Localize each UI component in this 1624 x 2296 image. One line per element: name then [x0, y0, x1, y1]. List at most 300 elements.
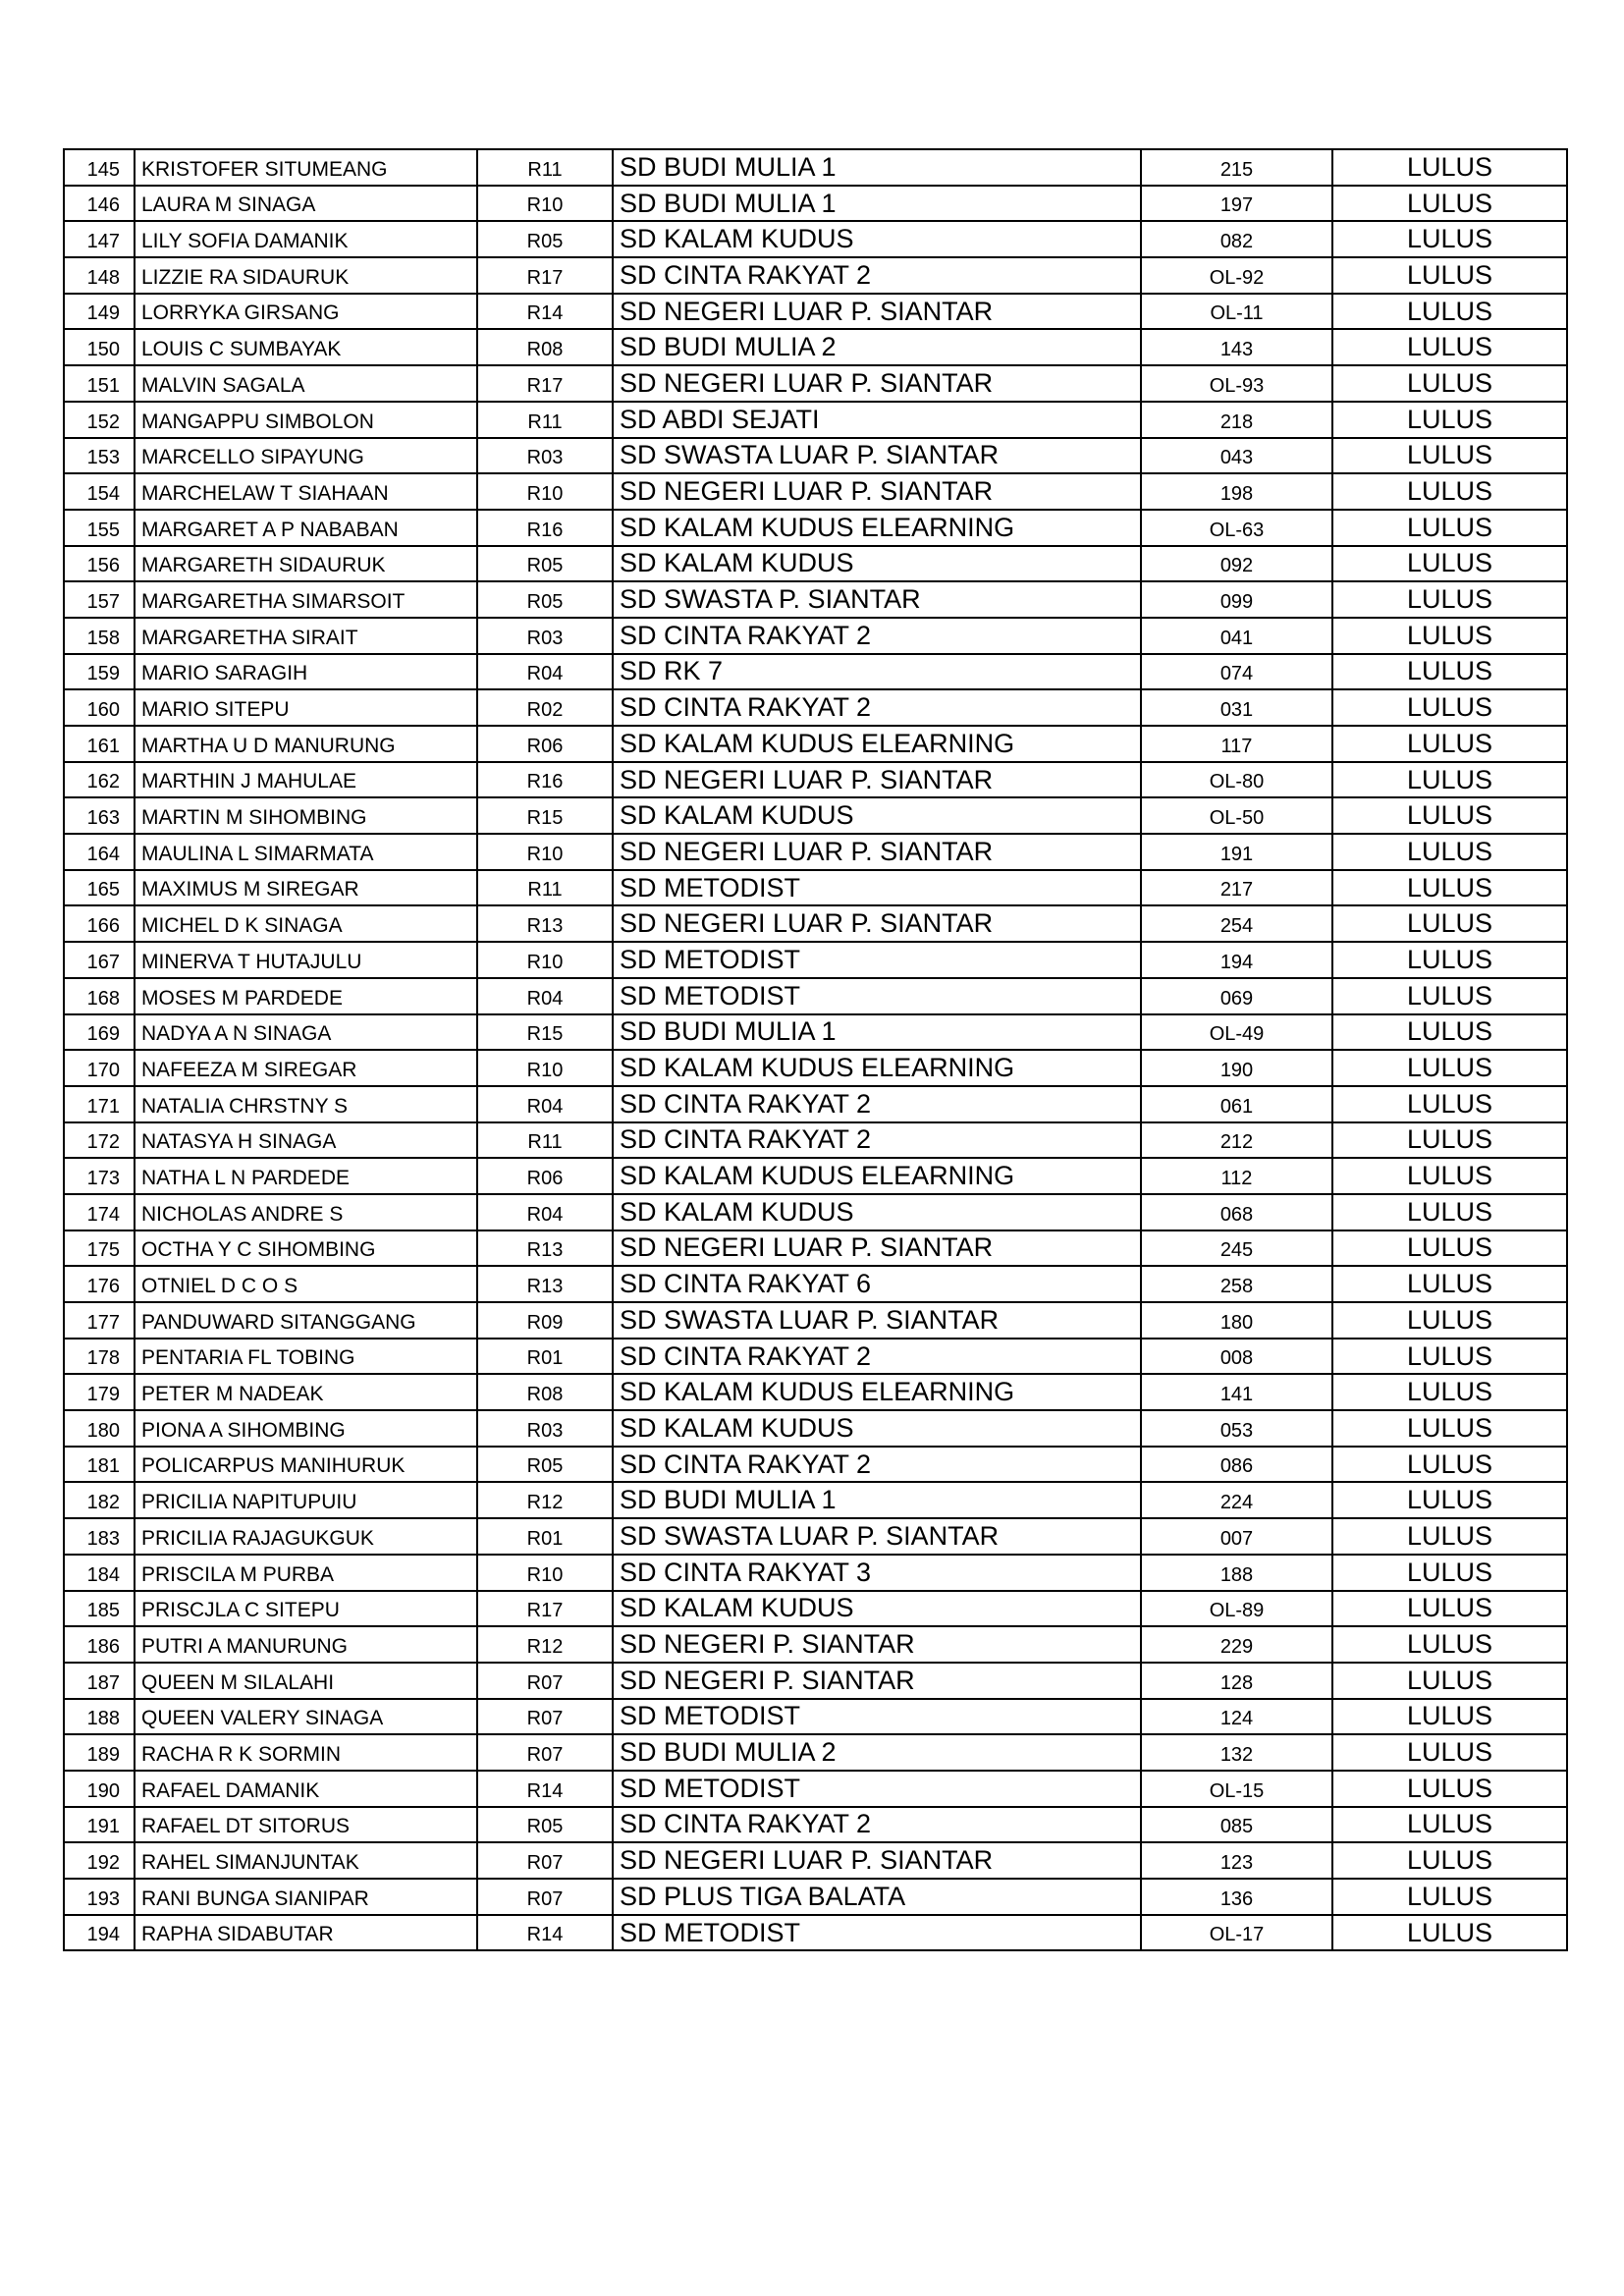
table-row	[64, 1374, 1567, 1410]
student-name-cell: PENTARIA FL TOBING	[135, 1339, 477, 1375]
student-name-cell: MARTIN M SIHOMBING	[135, 797, 477, 834]
table-row	[64, 186, 1567, 222]
school-cell: SD SWASTA P. SIANTAR	[613, 581, 1141, 618]
exam-code-cell: 117	[1141, 726, 1332, 762]
table-row	[64, 1447, 1567, 1483]
table-row	[64, 1626, 1567, 1663]
status-cell: LULUS	[1332, 1915, 1567, 1951]
room-cell: R10	[477, 186, 613, 222]
school-cell: SD BUDI MULIA 1	[613, 149, 1141, 186]
status-cell: LULUS	[1332, 473, 1567, 510]
student-name-cell: MARCHELAW T SIAHAAN	[135, 473, 477, 510]
exam-code-cell: 099	[1141, 581, 1332, 618]
school-cell: SD SWASTA LUAR P. SIANTAR	[613, 1518, 1141, 1555]
exam-code-cell: 218	[1141, 402, 1332, 438]
room-cell: R10	[477, 473, 613, 510]
school-cell: SD KALAM KUDUS	[613, 1194, 1141, 1230]
status-cell: LULUS	[1332, 942, 1567, 978]
school-cell: SD METODIST	[613, 1699, 1141, 1735]
table-row	[64, 1050, 1567, 1086]
row-number-cell: 183	[64, 1518, 135, 1555]
school-cell: SD CINTA RAKYAT 2	[613, 618, 1141, 654]
room-cell: R05	[477, 546, 613, 582]
status-cell: LULUS	[1332, 294, 1567, 330]
school-cell: SD NEGERI P. SIANTAR	[613, 1663, 1141, 1699]
school-cell: SD METODIST	[613, 1915, 1141, 1951]
table-row	[64, 221, 1567, 257]
room-cell: R04	[477, 978, 613, 1014]
row-number-cell: 158	[64, 618, 135, 654]
school-cell: SD NEGERI LUAR P. SIANTAR	[613, 294, 1141, 330]
status-cell: LULUS	[1332, 402, 1567, 438]
room-cell: R03	[477, 618, 613, 654]
student-name-cell: NATASYA H SINAGA	[135, 1122, 477, 1159]
student-name-cell: NICHOLAS ANDRE S	[135, 1194, 477, 1230]
exam-code-cell: 132	[1141, 1734, 1332, 1771]
room-cell: R07	[477, 1734, 613, 1771]
status-cell: LULUS	[1332, 1807, 1567, 1843]
room-cell: R01	[477, 1339, 613, 1375]
status-cell: LULUS	[1332, 1158, 1567, 1194]
table-row	[64, 942, 1567, 978]
status-cell: LULUS	[1332, 1339, 1567, 1375]
school-cell: SD NEGERI LUAR P. SIANTAR	[613, 834, 1141, 870]
exam-code-cell: 191	[1141, 834, 1332, 870]
status-cell: LULUS	[1332, 1086, 1567, 1122]
room-cell: R10	[477, 1555, 613, 1591]
table-row	[64, 1410, 1567, 1447]
status-cell: LULUS	[1332, 1734, 1567, 1771]
student-name-cell: RANI BUNGA SIANIPAR	[135, 1879, 477, 1915]
room-cell: R04	[477, 1194, 613, 1230]
table-row	[64, 473, 1567, 510]
row-number-cell: 179	[64, 1374, 135, 1410]
status-cell: LULUS	[1332, 1842, 1567, 1879]
status-cell: LULUS	[1332, 1447, 1567, 1483]
table-row	[64, 1591, 1567, 1627]
status-cell: LULUS	[1332, 762, 1567, 798]
room-cell: R14	[477, 294, 613, 330]
student-name-cell: MAXIMUS M SIREGAR	[135, 870, 477, 906]
student-name-cell: PRISCILA M PURBA	[135, 1555, 477, 1591]
room-cell: R01	[477, 1518, 613, 1555]
row-number-cell: 194	[64, 1915, 135, 1951]
status-cell: LULUS	[1332, 149, 1567, 186]
exam-code-cell: 141	[1141, 1374, 1332, 1410]
table-row	[64, 1302, 1567, 1339]
row-number-cell: 176	[64, 1266, 135, 1302]
row-number-cell: 152	[64, 402, 135, 438]
school-cell: SD CINTA RAKYAT 2	[613, 1339, 1141, 1375]
status-cell: LULUS	[1332, 1302, 1567, 1339]
room-cell: R06	[477, 1158, 613, 1194]
table-row	[64, 1122, 1567, 1159]
row-number-cell: 156	[64, 546, 135, 582]
table-row	[64, 402, 1567, 438]
school-cell: SD BUDI MULIA 1	[613, 1482, 1141, 1518]
row-number-cell: 171	[64, 1086, 135, 1122]
room-cell: R17	[477, 365, 613, 402]
exam-code-cell: 061	[1141, 1086, 1332, 1122]
row-number-cell: 155	[64, 510, 135, 546]
table-row	[64, 1194, 1567, 1230]
table-row	[64, 654, 1567, 690]
room-cell: R13	[477, 1266, 613, 1302]
school-cell: SD NEGERI LUAR P. SIANTAR	[613, 762, 1141, 798]
school-cell: SD BUDI MULIA 2	[613, 1734, 1141, 1771]
school-cell: SD BUDI MULIA 2	[613, 329, 1141, 365]
status-cell: LULUS	[1332, 546, 1567, 582]
room-cell: R07	[477, 1699, 613, 1735]
student-name-cell: OCTHA Y C SIHOMBING	[135, 1230, 477, 1267]
exam-code-cell: 212	[1141, 1122, 1332, 1159]
table-row	[64, 797, 1567, 834]
exam-code-cell: 123	[1141, 1842, 1332, 1879]
student-name-cell: LORRYKA GIRSANG	[135, 294, 477, 330]
school-cell: SD RK 7	[613, 654, 1141, 690]
school-cell: SD PLUS TIGA BALATA	[613, 1879, 1141, 1915]
table-row	[64, 978, 1567, 1014]
room-cell: R12	[477, 1626, 613, 1663]
status-cell: LULUS	[1332, 726, 1567, 762]
school-cell: SD KALAM KUDUS	[613, 546, 1141, 582]
room-cell: R13	[477, 1230, 613, 1267]
student-name-cell: QUEEN VALERY SINAGA	[135, 1699, 477, 1735]
status-cell: LULUS	[1332, 1555, 1567, 1591]
exam-code-cell: 112	[1141, 1158, 1332, 1194]
table-row	[64, 1339, 1567, 1375]
student-name-cell: MANGAPPU SIMBOLON	[135, 402, 477, 438]
row-number-cell: 193	[64, 1879, 135, 1915]
room-cell: R03	[477, 438, 613, 474]
room-cell: R16	[477, 510, 613, 546]
room-cell: R07	[477, 1663, 613, 1699]
table-row	[64, 726, 1567, 762]
student-name-cell: MINERVA T HUTAJULU	[135, 942, 477, 978]
student-name-cell: MALVIN SAGALA	[135, 365, 477, 402]
table-row	[64, 1518, 1567, 1555]
status-cell: LULUS	[1332, 654, 1567, 690]
row-number-cell: 164	[64, 834, 135, 870]
room-cell: R07	[477, 1842, 613, 1879]
room-cell: R05	[477, 221, 613, 257]
exam-code-cell: 229	[1141, 1626, 1332, 1663]
status-cell: LULUS	[1332, 1591, 1567, 1627]
student-name-cell: MARCELLO SIPAYUNG	[135, 438, 477, 474]
exam-code-cell: OL-89	[1141, 1591, 1332, 1627]
status-cell: LULUS	[1332, 1482, 1567, 1518]
row-number-cell: 151	[64, 365, 135, 402]
school-cell: SD KALAM KUDUS ELEARNING	[613, 1050, 1141, 1086]
exam-code-cell: 043	[1141, 438, 1332, 474]
row-number-cell: 163	[64, 797, 135, 834]
row-number-cell: 191	[64, 1807, 135, 1843]
status-cell: LULUS	[1332, 870, 1567, 906]
school-cell: SD KALAM KUDUS	[613, 1591, 1141, 1627]
table-row	[64, 294, 1567, 330]
status-cell: LULUS	[1332, 438, 1567, 474]
room-cell: R11	[477, 1122, 613, 1159]
student-name-cell: PUTRI A MANURUNG	[135, 1626, 477, 1663]
row-number-cell: 161	[64, 726, 135, 762]
status-cell: LULUS	[1332, 905, 1567, 942]
student-name-cell: MOSES M PARDEDE	[135, 978, 477, 1014]
student-name-cell: RAFAEL DAMANIK	[135, 1771, 477, 1807]
room-cell: R10	[477, 834, 613, 870]
exam-code-cell: OL-80	[1141, 762, 1332, 798]
room-cell: R06	[477, 726, 613, 762]
table-row	[64, 1879, 1567, 1915]
student-name-cell: MARTHIN J MAHULAE	[135, 762, 477, 798]
school-cell: SD NEGERI LUAR P. SIANTAR	[613, 1230, 1141, 1267]
table-row	[64, 329, 1567, 365]
row-number-cell: 181	[64, 1447, 135, 1483]
room-cell: R10	[477, 942, 613, 978]
table-row	[64, 1266, 1567, 1302]
table-row	[64, 870, 1567, 906]
room-cell: R17	[477, 257, 613, 294]
room-cell: R07	[477, 1879, 613, 1915]
results-table	[63, 148, 1568, 1951]
row-number-cell: 169	[64, 1014, 135, 1051]
school-cell: SD BUDI MULIA 1	[613, 186, 1141, 222]
table-row	[64, 546, 1567, 582]
student-name-cell: LAURA M SINAGA	[135, 186, 477, 222]
student-name-cell: NAFEEZA M SIREGAR	[135, 1050, 477, 1086]
status-cell: LULUS	[1332, 329, 1567, 365]
room-cell: R05	[477, 1807, 613, 1843]
room-cell: R15	[477, 797, 613, 834]
status-cell: LULUS	[1332, 221, 1567, 257]
row-number-cell: 166	[64, 905, 135, 942]
school-cell: SD KALAM KUDUS ELEARNING	[613, 1158, 1141, 1194]
table-row	[64, 689, 1567, 726]
table-row	[64, 762, 1567, 798]
student-name-cell: LIZZIE RA SIDAURUK	[135, 257, 477, 294]
exam-code-cell: 085	[1141, 1807, 1332, 1843]
room-cell: R02	[477, 689, 613, 726]
table-row	[64, 581, 1567, 618]
exam-code-cell: 124	[1141, 1699, 1332, 1735]
table-row	[64, 1158, 1567, 1194]
exam-code-cell: 086	[1141, 1447, 1332, 1483]
room-cell: R14	[477, 1915, 613, 1951]
row-number-cell: 159	[64, 654, 135, 690]
row-number-cell: 168	[64, 978, 135, 1014]
status-cell: LULUS	[1332, 186, 1567, 222]
student-name-cell: MARTHA U D MANURUNG	[135, 726, 477, 762]
exam-code-cell: 188	[1141, 1555, 1332, 1591]
status-cell: LULUS	[1332, 689, 1567, 726]
exam-code-cell: 143	[1141, 329, 1332, 365]
school-cell: SD KALAM KUDUS ELEARNING	[613, 510, 1141, 546]
school-cell: SD CINTA RAKYAT 2	[613, 257, 1141, 294]
status-cell: LULUS	[1332, 1374, 1567, 1410]
school-cell: SD CINTA RAKYAT 2	[613, 689, 1141, 726]
student-name-cell: RAFAEL DT SITORUS	[135, 1807, 477, 1843]
table-row	[64, 438, 1567, 474]
exam-code-cell: 224	[1141, 1482, 1332, 1518]
room-cell: R10	[477, 1050, 613, 1086]
status-cell: LULUS	[1332, 797, 1567, 834]
exam-code-cell: 254	[1141, 905, 1332, 942]
student-name-cell: LILY SOFIA DAMANIK	[135, 221, 477, 257]
student-name-cell: OTNIEL D C O S	[135, 1266, 477, 1302]
exam-code-cell: 197	[1141, 186, 1332, 222]
room-cell: R11	[477, 402, 613, 438]
row-number-cell: 180	[64, 1410, 135, 1447]
exam-code-cell: 069	[1141, 978, 1332, 1014]
row-number-cell: 146	[64, 186, 135, 222]
table-row	[64, 149, 1567, 186]
status-cell: LULUS	[1332, 1014, 1567, 1051]
exam-code-cell: OL-93	[1141, 365, 1332, 402]
row-number-cell: 167	[64, 942, 135, 978]
student-name-cell: NATHA L N PARDEDE	[135, 1158, 477, 1194]
status-cell: LULUS	[1332, 1266, 1567, 1302]
school-cell: SD METODIST	[613, 978, 1141, 1014]
school-cell: SD CINTA RAKYAT 6	[613, 1266, 1141, 1302]
exam-code-cell: 215	[1141, 149, 1332, 186]
table-row	[64, 1230, 1567, 1267]
room-cell: R08	[477, 329, 613, 365]
student-name-cell: RACHA R K SORMIN	[135, 1734, 477, 1771]
row-number-cell: 170	[64, 1050, 135, 1086]
school-cell: SD KALAM KUDUS	[613, 1410, 1141, 1447]
exam-code-cell: 031	[1141, 689, 1332, 726]
exam-code-cell: 194	[1141, 942, 1332, 978]
room-cell: R15	[477, 1014, 613, 1051]
room-cell: R05	[477, 1447, 613, 1483]
exam-code-cell: 180	[1141, 1302, 1332, 1339]
student-name-cell: NATALIA CHRSTNY S	[135, 1086, 477, 1122]
school-cell: SD NEGERI LUAR P. SIANTAR	[613, 365, 1141, 402]
exam-code-cell: OL-49	[1141, 1014, 1332, 1051]
row-number-cell: 165	[64, 870, 135, 906]
exam-code-cell: OL-63	[1141, 510, 1332, 546]
exam-code-cell: OL-50	[1141, 797, 1332, 834]
status-cell: LULUS	[1332, 834, 1567, 870]
status-cell: LULUS	[1332, 1050, 1567, 1086]
school-cell: SD CINTA RAKYAT 2	[613, 1086, 1141, 1122]
student-name-cell: MICHEL D K SINAGA	[135, 905, 477, 942]
room-cell: R03	[477, 1410, 613, 1447]
row-number-cell: 187	[64, 1663, 135, 1699]
student-name-cell: PIONA A SIHOMBING	[135, 1410, 477, 1447]
status-cell: LULUS	[1332, 1663, 1567, 1699]
student-name-cell: MARGARETH SIDAURUK	[135, 546, 477, 582]
row-number-cell: 157	[64, 581, 135, 618]
student-name-cell: MARIO SITEPU	[135, 689, 477, 726]
row-number-cell: 192	[64, 1842, 135, 1879]
exam-code-cell: OL-11	[1141, 294, 1332, 330]
exam-code-cell: 008	[1141, 1339, 1332, 1375]
exam-code-cell: 217	[1141, 870, 1332, 906]
school-cell: SD CINTA RAKYAT 3	[613, 1555, 1141, 1591]
school-cell: SD NEGERI P. SIANTAR	[613, 1626, 1141, 1663]
exam-code-cell: 245	[1141, 1230, 1332, 1267]
student-name-cell: QUEEN M SILALAHI	[135, 1663, 477, 1699]
student-name-cell: RAHEL SIMANJUNTAK	[135, 1842, 477, 1879]
table-row	[64, 1842, 1567, 1879]
status-cell: LULUS	[1332, 365, 1567, 402]
status-cell: LULUS	[1332, 1194, 1567, 1230]
exam-code-cell: 053	[1141, 1410, 1332, 1447]
status-cell: LULUS	[1332, 1879, 1567, 1915]
exam-code-cell: 007	[1141, 1518, 1332, 1555]
table-row	[64, 618, 1567, 654]
exam-code-cell: 092	[1141, 546, 1332, 582]
room-cell: R17	[477, 1591, 613, 1627]
row-number-cell: 188	[64, 1699, 135, 1735]
row-number-cell: 186	[64, 1626, 135, 1663]
school-cell: SD SWASTA LUAR P. SIANTAR	[613, 438, 1141, 474]
row-number-cell: 182	[64, 1482, 135, 1518]
student-name-cell: POLICARPUS MANIHURUK	[135, 1447, 477, 1483]
row-number-cell: 150	[64, 329, 135, 365]
school-cell: SD CINTA RAKYAT 2	[613, 1122, 1141, 1159]
student-name-cell: PRISCJLA C SITEPU	[135, 1591, 477, 1627]
row-number-cell: 160	[64, 689, 135, 726]
row-number-cell: 153	[64, 438, 135, 474]
row-number-cell: 190	[64, 1771, 135, 1807]
status-cell: LULUS	[1332, 1699, 1567, 1735]
table-row	[64, 1734, 1567, 1771]
status-cell: LULUS	[1332, 1771, 1567, 1807]
status-cell: LULUS	[1332, 510, 1567, 546]
school-cell: SD KALAM KUDUS ELEARNING	[613, 726, 1141, 762]
row-number-cell: 178	[64, 1339, 135, 1375]
school-cell: SD METODIST	[613, 1771, 1141, 1807]
room-cell: R11	[477, 149, 613, 186]
student-name-cell: MARGARET A P NABABAN	[135, 510, 477, 546]
status-cell: LULUS	[1332, 1410, 1567, 1447]
row-number-cell: 154	[64, 473, 135, 510]
school-cell: SD SWASTA LUAR P. SIANTAR	[613, 1302, 1141, 1339]
school-cell: SD METODIST	[613, 942, 1141, 978]
student-name-cell: PRICILIA RAJAGUKGUK	[135, 1518, 477, 1555]
table-row	[64, 1482, 1567, 1518]
student-name-cell: MARGARETHA SIMARSOIT	[135, 581, 477, 618]
room-cell: R11	[477, 870, 613, 906]
status-cell: LULUS	[1332, 581, 1567, 618]
room-cell: R16	[477, 762, 613, 798]
row-number-cell: 149	[64, 294, 135, 330]
school-cell: SD CINTA RAKYAT 2	[613, 1447, 1141, 1483]
exam-code-cell: 136	[1141, 1879, 1332, 1915]
exam-code-cell: OL-15	[1141, 1771, 1332, 1807]
school-cell: SD CINTA RAKYAT 2	[613, 1807, 1141, 1843]
table-row	[64, 510, 1567, 546]
room-cell: R08	[477, 1374, 613, 1410]
school-cell: SD NEGERI LUAR P. SIANTAR	[613, 905, 1141, 942]
school-cell: SD ABDI SEJATI	[613, 402, 1141, 438]
row-number-cell: 162	[64, 762, 135, 798]
row-number-cell: 148	[64, 257, 135, 294]
exam-code-cell: 128	[1141, 1663, 1332, 1699]
row-number-cell: 147	[64, 221, 135, 257]
exam-code-cell: 068	[1141, 1194, 1332, 1230]
student-name-cell: LOUIS C SUMBAYAK	[135, 329, 477, 365]
school-cell: SD METODIST	[613, 870, 1141, 906]
school-cell: SD KALAM KUDUS ELEARNING	[613, 1374, 1141, 1410]
room-cell: R13	[477, 905, 613, 942]
school-cell: SD NEGERI LUAR P. SIANTAR	[613, 1842, 1141, 1879]
status-cell: LULUS	[1332, 1230, 1567, 1267]
table-row	[64, 365, 1567, 402]
row-number-cell: 173	[64, 1158, 135, 1194]
table-row	[64, 1915, 1567, 1951]
